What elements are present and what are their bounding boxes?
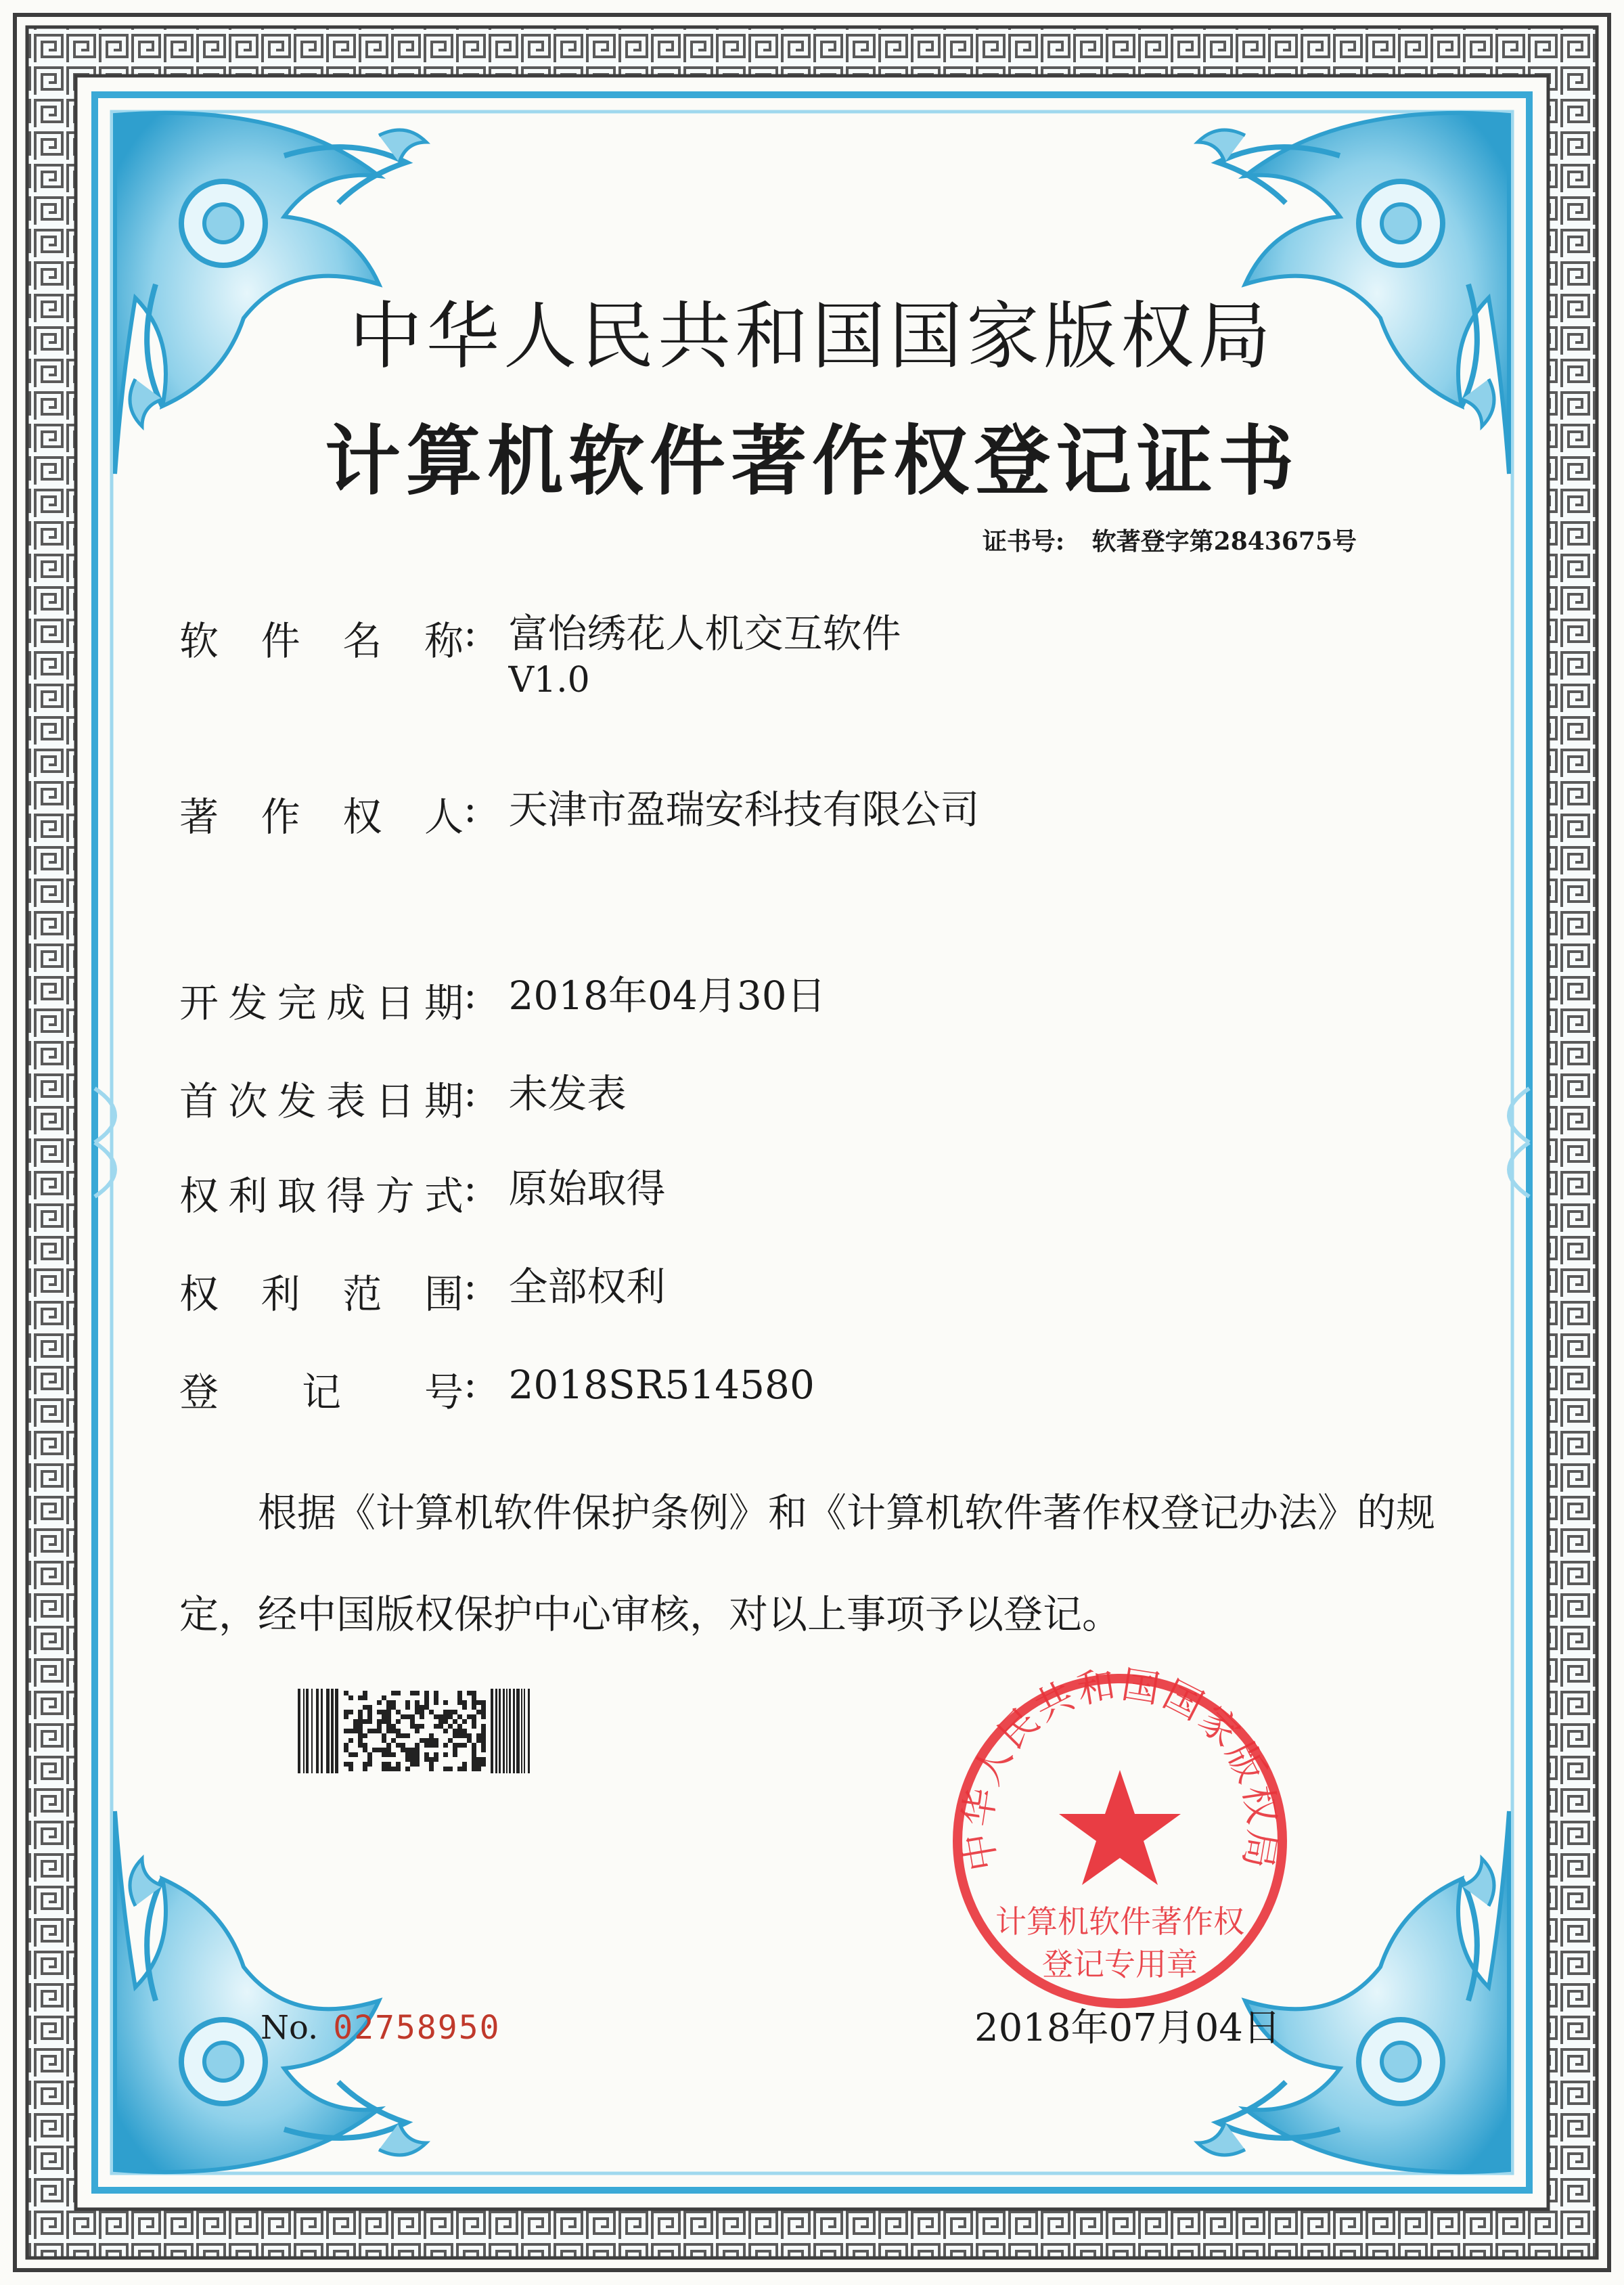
barcode-bar	[524, 1689, 525, 1773]
barcode-module	[415, 1762, 420, 1767]
certificate-number-label: 证书号:	[982, 527, 1065, 556]
barcode-module	[472, 1700, 476, 1705]
barcode-module	[358, 1719, 363, 1724]
barcode-module	[415, 1748, 420, 1752]
barcode-module	[429, 1733, 434, 1738]
barcode-module	[367, 1710, 372, 1714]
barcode-module	[396, 1743, 401, 1748]
barcode-module	[472, 1752, 476, 1757]
barcode-module	[405, 1748, 410, 1752]
barcode-module	[453, 1752, 457, 1757]
barcode-module	[443, 1729, 448, 1733]
barcode-module	[424, 1700, 429, 1705]
barcode-module	[386, 1710, 391, 1714]
barcode-module	[367, 1729, 372, 1733]
barcode-module	[472, 1762, 476, 1767]
barcode-module	[358, 1729, 363, 1733]
barcode-module	[420, 1724, 424, 1729]
barcode-module	[434, 1691, 438, 1695]
barcode-module	[386, 1705, 391, 1710]
barcode-module	[363, 1762, 367, 1767]
barcode-module	[382, 1767, 386, 1771]
barcode-bar	[509, 1689, 511, 1773]
barcode-module	[415, 1710, 420, 1714]
barcode-module	[481, 1757, 486, 1762]
barcode-module	[453, 1710, 457, 1714]
barcode-module	[386, 1700, 391, 1705]
barcode-module	[472, 1757, 476, 1762]
barcode-module	[424, 1705, 429, 1710]
barcode-module	[457, 1691, 462, 1695]
barcode-module	[481, 1710, 486, 1714]
barcode-module	[472, 1748, 476, 1752]
barcode-bar	[306, 1689, 309, 1773]
barcode-module	[348, 1767, 353, 1771]
barcode-module	[457, 1695, 462, 1700]
barcode-module	[457, 1767, 462, 1771]
barcode-module	[358, 1710, 363, 1714]
barcode-module	[420, 1710, 424, 1714]
barcode-module	[377, 1724, 382, 1729]
barcode-module	[363, 1748, 367, 1752]
barcode-module	[472, 1714, 476, 1719]
barcode-module	[358, 1714, 363, 1719]
barcode-module	[481, 1724, 486, 1729]
barcode-module	[410, 1714, 415, 1719]
barcode-module	[434, 1724, 438, 1729]
field-value: 原始取得	[508, 1166, 666, 1212]
barcode-module	[429, 1767, 434, 1771]
barcode-module	[396, 1691, 401, 1695]
barcode-bar	[311, 1689, 313, 1773]
barcode-module	[424, 1752, 429, 1757]
barcode-module	[476, 1700, 481, 1705]
field-completion-date: 开发完成日期: 2018年04月30日	[179, 971, 826, 1028]
barcode-module	[415, 1752, 420, 1757]
barcode-module	[382, 1748, 386, 1752]
barcode-module	[472, 1743, 476, 1748]
barcode-module	[429, 1757, 434, 1762]
barcode-module	[353, 1729, 358, 1733]
serial-value: 02758950	[333, 2009, 501, 2047]
seal-line-1: 计算机软件著作权	[995, 1903, 1244, 1940]
barcode-module	[429, 1738, 434, 1743]
barcode-bar	[321, 1689, 323, 1773]
barcode-module	[382, 1695, 386, 1700]
barcode-module	[481, 1729, 486, 1733]
software-name-value: 富怡绣花人机交互软件	[508, 611, 901, 657]
barcode-module	[391, 1767, 396, 1771]
star-icon	[1059, 1770, 1181, 1885]
barcode-module	[405, 1700, 410, 1705]
barcode-module	[405, 1752, 410, 1757]
barcode-module	[443, 1710, 448, 1714]
field-label: 软件名称	[179, 618, 464, 664]
barcode-module	[472, 1695, 476, 1700]
barcode-module	[429, 1743, 434, 1748]
barcode-module	[358, 1743, 363, 1748]
barcode-module	[415, 1743, 420, 1748]
barcode-module	[410, 1748, 415, 1752]
barcode-module	[401, 1743, 405, 1748]
barcode-module	[438, 1719, 443, 1724]
barcode-module	[438, 1724, 443, 1729]
barcode-module	[358, 1695, 363, 1700]
barcode-module	[367, 1719, 372, 1724]
barcode-module	[481, 1762, 486, 1767]
barcode-module	[467, 1738, 472, 1743]
barcode-module	[462, 1729, 467, 1733]
barcode-module	[410, 1757, 415, 1762]
barcode-module	[391, 1691, 396, 1695]
barcode-module	[434, 1757, 438, 1762]
barcode-module	[405, 1714, 410, 1719]
field-copyright-owner: 著作权人: 天津市盈瑞安科技有限公司	[179, 785, 979, 842]
barcode-module	[377, 1719, 382, 1724]
barcode-bar	[495, 1689, 497, 1773]
barcode-module	[344, 1714, 348, 1719]
barcode-module	[382, 1719, 386, 1724]
barcode-module	[481, 1733, 486, 1738]
software-version-value: V1.0	[508, 659, 590, 701]
barcode-module	[344, 1743, 348, 1748]
barcode-module	[386, 1719, 391, 1724]
barcode-module	[386, 1729, 391, 1733]
certificate-number	[964, 523, 1357, 557]
barcode-module	[372, 1748, 377, 1752]
barcode-module	[448, 1714, 453, 1719]
barcode-bar	[491, 1689, 493, 1773]
barcode-module	[348, 1762, 353, 1767]
barcode-module	[367, 1762, 372, 1767]
barcode-module	[363, 1767, 367, 1771]
barcode-module	[377, 1748, 382, 1752]
barcode-module	[348, 1738, 353, 1743]
barcode-bar	[513, 1689, 515, 1773]
field-acquisition-method: 权利取得方式: 原始取得	[179, 1164, 665, 1221]
barcode-module	[443, 1743, 448, 1748]
barcode-module	[367, 1714, 372, 1719]
barcode-module	[457, 1733, 462, 1738]
barcode-module	[472, 1705, 476, 1710]
barcode-module	[481, 1743, 486, 1748]
barcode-module	[476, 1762, 481, 1767]
barcode-module	[462, 1767, 467, 1771]
official-seal	[944, 1665, 1296, 2017]
barcode-module	[424, 1743, 429, 1748]
barcode-module	[448, 1767, 453, 1771]
barcode-module	[344, 1710, 348, 1714]
barcode-module	[415, 1691, 420, 1695]
barcode-module	[457, 1700, 462, 1705]
barcode-module	[443, 1719, 448, 1724]
serial-number	[261, 2009, 501, 2047]
barcode-bar	[499, 1689, 501, 1773]
barcode-module	[457, 1729, 462, 1733]
barcode-bar	[506, 1689, 508, 1773]
barcode-module	[434, 1695, 438, 1700]
barcode-module	[420, 1714, 424, 1719]
barcode-module	[358, 1724, 363, 1729]
field-first-publication: 首次发表日期: 未发表	[179, 1069, 626, 1126]
barcode-module	[453, 1733, 457, 1738]
barcode-module	[410, 1752, 415, 1757]
barcode-module	[472, 1724, 476, 1729]
barcode-module	[391, 1705, 396, 1710]
barcode-module	[415, 1700, 420, 1705]
barcode-module	[415, 1705, 420, 1710]
barcode-module	[344, 1729, 348, 1733]
barcode-bar	[516, 1689, 520, 1773]
barcode-module	[382, 1762, 386, 1767]
barcode-module	[372, 1729, 377, 1733]
barcode-module	[396, 1733, 401, 1738]
field-rights-scope: 权利范围: 全部权利	[179, 1262, 665, 1319]
barcode-module	[434, 1714, 438, 1719]
barcode-module	[453, 1719, 457, 1724]
barcode-module	[391, 1752, 396, 1757]
barcode-module	[386, 1752, 391, 1757]
barcode-module	[382, 1733, 386, 1738]
barcode-module	[462, 1700, 467, 1705]
barcode-module	[363, 1695, 367, 1700]
barcode-module	[405, 1757, 410, 1762]
barcode-module	[396, 1729, 401, 1733]
barcode-module	[382, 1752, 386, 1757]
barcode-module	[344, 1691, 348, 1695]
registration-statement: 根据《计算机软件保护条例》和《计算机软件著作权登记办法》的规定，经中国版权保护中心审核，对以上事项予以登记。	[179, 1490, 1436, 1637]
barcode-module	[363, 1743, 367, 1748]
barcode-module	[405, 1705, 410, 1710]
certificate-title: 计算机软件著作权登记证书	[325, 418, 1299, 506]
barcode-bar	[303, 1689, 304, 1773]
field-value: 未发表	[508, 1071, 627, 1117]
barcode-module	[472, 1767, 476, 1771]
field-value: 全部权利	[508, 1264, 666, 1310]
field-value	[508, 609, 901, 703]
barcode-module	[396, 1762, 401, 1767]
field-label: 首次发表日期	[179, 1078, 464, 1124]
serial-label: No.	[261, 2009, 319, 2047]
barcode-module	[353, 1752, 358, 1757]
barcode-module	[386, 1724, 391, 1729]
barcode-module	[386, 1748, 391, 1752]
barcode-module	[420, 1705, 424, 1710]
barcode-module	[481, 1738, 486, 1743]
barcode-bar	[316, 1689, 319, 1773]
barcode-module	[382, 1714, 386, 1719]
barcode-module	[429, 1710, 434, 1714]
barcode-module	[424, 1738, 429, 1743]
barcode-module	[396, 1767, 401, 1771]
barcode-module	[401, 1733, 405, 1738]
barcode-module	[386, 1714, 391, 1719]
barcode-module	[401, 1748, 405, 1752]
barcode-module	[363, 1705, 367, 1710]
barcode-bar	[298, 1689, 300, 1773]
barcode-module	[467, 1733, 472, 1738]
barcode-module	[467, 1714, 472, 1719]
barcode-module	[462, 1719, 467, 1724]
authority-heading: 中华人民共和国国家版权局	[348, 294, 1275, 379]
barcode-module	[443, 1700, 448, 1705]
certificate-number-value: 软著登字第2843675号	[1091, 527, 1357, 556]
barcode-module	[386, 1762, 391, 1767]
barcode-module	[420, 1738, 424, 1743]
barcode-module	[472, 1691, 476, 1695]
barcode-module	[457, 1743, 462, 1748]
barcode-module	[377, 1700, 382, 1705]
barcode-module	[424, 1757, 429, 1762]
barcode-module	[344, 1762, 348, 1767]
barcode-module	[434, 1752, 438, 1757]
field-label: 权利取得方式	[179, 1173, 464, 1219]
barcode-module	[476, 1733, 481, 1738]
barcode-module	[391, 1724, 396, 1729]
barcode	[298, 1689, 531, 1773]
barcode-module	[415, 1757, 420, 1762]
barcode-module	[410, 1724, 415, 1729]
barcode-module	[462, 1705, 467, 1710]
barcode-module	[443, 1714, 448, 1719]
barcode-bar	[331, 1689, 334, 1773]
barcode-module	[467, 1691, 472, 1695]
barcode-module	[410, 1762, 415, 1767]
field-label: 开发完成日期	[179, 980, 464, 1026]
field-value: 2018年04月30日	[508, 973, 826, 1019]
barcode-module	[424, 1691, 429, 1695]
barcode-module	[434, 1700, 438, 1705]
barcode-module	[396, 1719, 401, 1724]
barcode-module	[367, 1705, 372, 1710]
barcode-module	[363, 1691, 367, 1695]
barcode-module	[462, 1733, 467, 1738]
barcode-module	[405, 1767, 410, 1771]
barcode-module	[476, 1767, 481, 1771]
barcode-module	[391, 1700, 396, 1705]
barcode-module	[363, 1733, 367, 1738]
barcode-module	[348, 1729, 353, 1733]
barcode-bar	[528, 1689, 530, 1773]
barcode-module	[377, 1729, 382, 1733]
barcode-module	[481, 1700, 486, 1705]
barcode-module	[348, 1710, 353, 1714]
barcode-module	[438, 1714, 443, 1719]
barcode-module	[358, 1738, 363, 1743]
barcode-module	[434, 1738, 438, 1743]
barcode-module	[429, 1762, 434, 1767]
barcode-module	[367, 1757, 372, 1762]
barcode-module	[353, 1724, 358, 1729]
barcode-module	[481, 1714, 486, 1719]
barcode-module	[424, 1695, 429, 1700]
barcode-bar	[335, 1689, 338, 1773]
field-value: 天津市盈瑞安科技有限公司	[508, 786, 980, 833]
barcode-module	[434, 1743, 438, 1748]
barcode-bar	[503, 1689, 505, 1773]
field-label: 著作权人	[179, 794, 464, 840]
barcode-module	[453, 1748, 457, 1752]
barcode-module	[415, 1724, 420, 1729]
barcode-module	[481, 1748, 486, 1752]
barcode-module	[462, 1762, 467, 1767]
barcode-module	[448, 1738, 453, 1743]
barcode-module	[448, 1724, 453, 1729]
barcode-module	[405, 1733, 410, 1738]
barcode-module	[401, 1714, 405, 1719]
field-label: 权利范围	[179, 1271, 464, 1317]
barcode-module	[358, 1733, 363, 1738]
field-registration-number: 登记号: 2018SR514580	[179, 1360, 815, 1417]
barcode-module	[443, 1752, 448, 1757]
barcode-module	[386, 1743, 391, 1748]
barcode-module	[382, 1710, 386, 1714]
barcode-module	[367, 1752, 372, 1757]
barcode-module	[476, 1757, 481, 1762]
barcode-bar	[521, 1689, 522, 1773]
barcode-module	[410, 1691, 415, 1695]
barcode-module	[410, 1719, 415, 1724]
barcode-module	[377, 1710, 382, 1714]
barcode-module	[457, 1724, 462, 1729]
barcode-module	[396, 1710, 401, 1714]
issue-date: 2018年07月04日	[974, 2006, 1282, 2050]
field-software-name: 软件名称: 富怡绣花人机交互软件 V1.0	[179, 609, 901, 703]
barcode-module	[472, 1719, 476, 1724]
barcode-module	[476, 1738, 481, 1743]
seal-line-2: 登记专用章	[1042, 1946, 1198, 1982]
barcode-module	[415, 1729, 420, 1733]
barcode-module	[391, 1738, 396, 1743]
barcode-module	[348, 1752, 353, 1757]
barcode-module	[363, 1719, 367, 1724]
barcode-module	[476, 1710, 481, 1714]
seal-ring-text: 中华人民共和国国家版权局	[955, 1665, 1284, 1874]
barcode-module	[344, 1748, 348, 1752]
barcode-module	[457, 1714, 462, 1719]
barcode-module	[353, 1719, 358, 1724]
barcode-module	[453, 1729, 457, 1733]
barcode-module	[448, 1710, 453, 1714]
field-value: 2018SR514580	[508, 1362, 815, 1408]
barcode-module	[391, 1729, 396, 1733]
barcode-module	[443, 1767, 448, 1771]
field-label: 登记号	[179, 1369, 464, 1415]
barcode-module	[453, 1743, 457, 1748]
barcode-module	[386, 1767, 391, 1771]
barcode-module	[348, 1695, 353, 1700]
barcode-module	[382, 1738, 386, 1743]
barcode-module	[462, 1743, 467, 1748]
barcode-bar	[326, 1689, 330, 1773]
barcode-module	[481, 1705, 486, 1710]
